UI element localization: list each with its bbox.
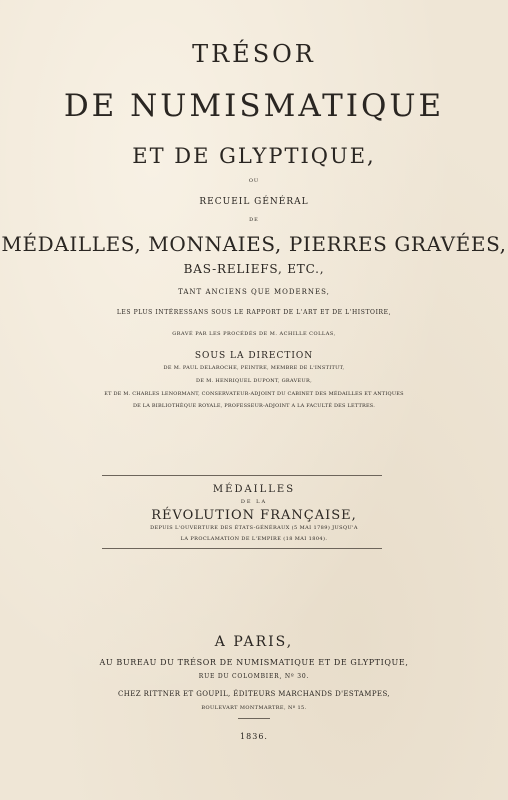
medailles-heading: MÉDAILLES, MONNAIES, PIERRES GRAVÉES, bbox=[1, 232, 507, 256]
ou-text: OU bbox=[248, 178, 260, 184]
section-depuis-1: DEPUIS L'OUVERTURE DES ÉTATS-GÉNÉRAUX (5 MAI 1789) JUSQU'A bbox=[150, 525, 358, 531]
de-text: DE bbox=[249, 217, 259, 223]
bas-reliefs-text: BAS-RELIEFS, ETC., bbox=[183, 262, 325, 276]
top-rule bbox=[102, 475, 382, 476]
title-line-2: DE NUMISMATIQUE bbox=[63, 88, 445, 124]
direction-heading: SOUS LA DIRECTION bbox=[194, 351, 314, 361]
section-medailles: MÉDAILLES bbox=[212, 484, 296, 495]
imprint-year: 1836. bbox=[240, 732, 268, 741]
imprint-chez: CHEZ RITTNER ET GOUPIL, ÉDITEURS MARCHANDS D'ESTAMPES, bbox=[117, 690, 391, 698]
title-line-1: TRÉSOR bbox=[192, 40, 316, 68]
title-line-3: ET DE GLYPTIQUE, bbox=[132, 144, 376, 168]
short-rule bbox=[238, 718, 270, 719]
imprint-bureau: AU BUREAU DU TRÉSOR DE NUMISMATIQUE ET DE GLYPTIQUE, bbox=[99, 658, 409, 667]
direction-line-2: DE M. HENRIQUEL DUPONT, GRAVEUR, bbox=[196, 378, 312, 384]
imprint-rue: RUE DU COLOMBIER, Nº 30. bbox=[198, 673, 310, 680]
direction-line-4: DE LA BIBLIOTHÈQUE ROYALE, PROFESSEUR-ADJOINT A LA FACULTÉ DES LETTRES. bbox=[132, 403, 376, 409]
plus-text: LES PLUS INTÉRESSANS SOUS LE RAPPORT DE L'ART ET DE L'HISTOIRE, bbox=[116, 309, 392, 316]
direction-line-1: DE M. PAUL DELAROCHE, PEINTRE, MEMBRE DE L'INSTITUT, bbox=[163, 365, 345, 371]
tant-text: TANT ANCIENS QUE MODERNES, bbox=[178, 288, 330, 296]
recueil-text: RECUEIL GÉNÉRAL bbox=[199, 197, 309, 207]
bottom-rule bbox=[102, 548, 382, 549]
direction-line-3: ET DE M. CHARLES LENORMANT, CONSERVATEUR-ADJOINT DU CABINET DES MÉDAILLES ET ANTIQUES bbox=[104, 391, 404, 397]
imprint-boulevard: BOULEVART MONTMARTRE, Nº 15. bbox=[201, 705, 307, 711]
imprint-city: A PARIS, bbox=[214, 634, 294, 650]
section-depuis-2: LA PROCLAMATION DE L'EMPIRE (18 MAI 1804). bbox=[180, 536, 328, 542]
section-revolution: RÉVOLUTION FRANÇAISE, bbox=[151, 508, 357, 523]
grave-text: GRAVÉ PAR LES PROCÉDÉS DE M. ACHILLE COLLAS, bbox=[172, 331, 336, 337]
section-de-la: DE LA bbox=[240, 499, 268, 505]
